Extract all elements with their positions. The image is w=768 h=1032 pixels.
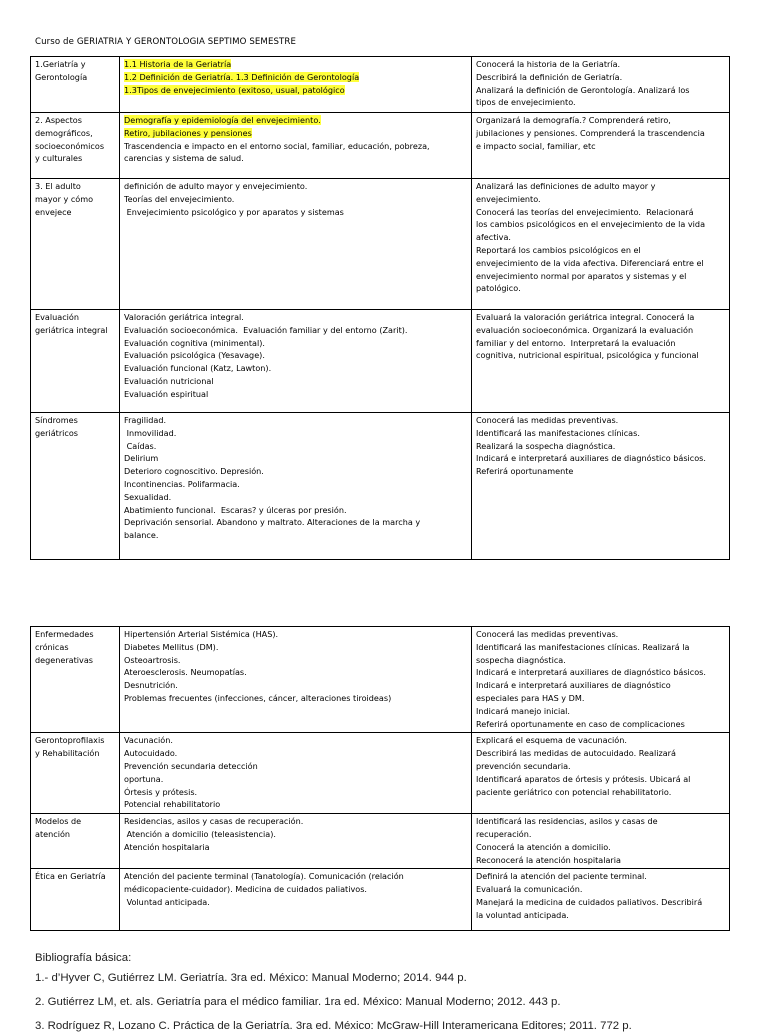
content-text: Desnutrición. [124, 680, 178, 691]
content-text: carencias y sistema de salud. [124, 153, 244, 164]
objective-line: cognitiva, nutricional espiritual, psicológica y funcional [476, 350, 699, 361]
objective-line: Indicará e interpretará auxiliares de diagnóstico básicos. [476, 453, 706, 464]
content-line [124, 311, 468, 324]
objective-line: evaluación socioeconómica. Organizará la evaluación [476, 324, 694, 335]
content-line [124, 84, 468, 97]
content-line [124, 440, 468, 453]
topic-line: Síndromes [35, 415, 78, 425]
syllabus-table-1 [30, 56, 730, 560]
content-cell [120, 310, 472, 413]
content-text: Autocuidado. [124, 748, 178, 759]
objective-line: Explicará el esquema de vacunación. [476, 735, 627, 746]
content-line [124, 58, 468, 71]
content-line [124, 114, 468, 127]
content-text: Residencias, asilos y casas de recuperación. [124, 816, 304, 827]
topic-line: envejece [35, 206, 72, 217]
content-line [124, 206, 468, 219]
content-line [124, 815, 468, 828]
bibliography-item: 3. Rodríguez R, Lozano C. Práctica de la Geriatría. 3ra ed. México: McGraw-Hill Interamericana Editores; 2011. 772 p. [35, 1020, 632, 1032]
content-line [124, 666, 468, 679]
objective-line: tipos de envejecimiento. [476, 97, 576, 108]
content-text: Deterioro cognoscitivo. Depresión. [124, 466, 264, 477]
objective-line: Identificará las manifestaciones clínicas. Realizará la [476, 641, 690, 652]
content-text: Abatimiento funcional. Escaras? y úlceras por presión. [124, 504, 347, 515]
table-row [31, 113, 730, 179]
content-line [124, 841, 468, 854]
highlighted-text: 1.2 Definición de Geriatría. 1.3 Definición de Gerontología [124, 71, 360, 82]
content-text: Evaluación socioeconómica. Evaluación familiar y del entorno (Zarit). [124, 324, 408, 335]
topic-line: y Rehabilitación [35, 748, 100, 759]
objective-line: Conocerá las medidas preventivas. [476, 629, 619, 639]
content-text: Hipertensión Arterial Sistémica (HAS). [124, 629, 279, 639]
content-line [124, 362, 468, 375]
topic-line: mayor y cómo [35, 193, 94, 204]
table-row [31, 179, 730, 310]
table-row [31, 814, 730, 869]
content-line [124, 388, 468, 401]
content-line [124, 324, 468, 337]
objective-line: patológico. [476, 283, 521, 294]
objectives-cell [472, 869, 730, 931]
objectives-cell [472, 57, 730, 113]
content-cell [120, 57, 472, 113]
highlighted-text: Retiro, jubilaciones y pensiones [124, 127, 252, 138]
content-text: Atención del paciente terminal (Tanatología). Comunicación (relación [124, 871, 404, 882]
content-line [124, 760, 468, 773]
topic-cell [31, 413, 120, 560]
table-row [31, 627, 730, 733]
content-line [124, 654, 468, 667]
objective-line: e impacto social, familiar, etc [476, 140, 596, 151]
topic-line: demográficos, [35, 127, 93, 138]
objective-line: Indicará manejo inicial. [476, 705, 571, 716]
topic-cell [31, 310, 120, 413]
objective-line: Describirá las medidas de autocuidado. Realizará [476, 748, 676, 759]
content-line [124, 349, 468, 362]
objective-line: Describirá la definición de Geriatría. [476, 71, 623, 82]
objectives-cell [472, 627, 730, 733]
content-line [124, 798, 468, 811]
topic-line: crónicas [35, 641, 69, 652]
content-text: oportuna. [124, 773, 164, 784]
content-line [124, 337, 468, 350]
objective-line: Identificará aparatos de órtesis y prótesis. Ubicará al [476, 773, 691, 784]
content-text: Incontinencias. Polifarmacia. [124, 478, 240, 489]
content-line [124, 180, 468, 193]
content-line [124, 127, 468, 140]
content-cell [120, 814, 472, 869]
content-line [124, 692, 468, 705]
content-text: Envejecimiento psicológico y por aparatos y sistemas [124, 206, 344, 217]
objective-line: Conocerá la atención a domicilio. [476, 841, 611, 852]
objective-line: Reconocerá la atención hospitalaria [476, 854, 621, 865]
topic-line: 2. Aspectos [35, 115, 82, 125]
topic-line: Evaluación [35, 312, 79, 322]
content-text: Teorías del envejecimiento. [124, 193, 235, 204]
objective-line: Indicará e interpretará auxiliares de diagnóstico básicos. [476, 667, 706, 678]
topic-line: geriátricos [35, 427, 79, 438]
objective-line: familiar y del entorno. Interpretará la evaluación [476, 337, 676, 348]
table-row [31, 733, 730, 814]
objective-line: Conocerá la historia de la Geriatría. [476, 59, 621, 69]
content-line [124, 71, 468, 84]
topic-line: Gerontoprofilaxis [35, 735, 105, 746]
topic-line: atención [35, 828, 71, 839]
objective-line: envejecimiento de la vida afectiva. Diferenciará entre el [476, 257, 704, 268]
topic-line: 1.Geriatría y [35, 59, 86, 69]
content-line [124, 679, 468, 692]
objectives-cell [472, 179, 730, 310]
content-line [124, 152, 468, 165]
objective-line: Identificará las manifestaciones clínicas. [476, 427, 640, 438]
objective-line: la voluntad anticipada. [476, 909, 569, 920]
content-line [124, 734, 468, 747]
content-line [124, 516, 468, 529]
objectives-cell [472, 310, 730, 413]
topic-cell [31, 179, 120, 310]
content-text: Trascendencia e impacto en el entorno social, familiar, educación, pobreza, [124, 140, 430, 151]
content-line [124, 375, 468, 388]
content-text: Prevención secundaria detección [124, 760, 258, 771]
topic-cell [31, 733, 120, 814]
objective-line: Evaluará la valoración geriátrica integral. Conocerá la [476, 312, 695, 322]
content-text: Inmovilidad. [124, 427, 177, 438]
table-row [31, 413, 730, 560]
topic-cell [31, 57, 120, 113]
course-title: Curso de GERIATRIA Y GERONTOLOGIA SEPTIMO SEMESTRE [35, 37, 296, 47]
content-cell [120, 627, 472, 733]
highlighted-text: Demografía y epidemiología del envejecimiento. [124, 115, 321, 125]
topic-line: Gerontología [35, 71, 88, 82]
content-text: Evaluación psicológica (Yesavage). [124, 350, 265, 361]
content-text: Órtesis y prótesis. [124, 786, 198, 797]
topic-line: Ética en Geriatría [35, 871, 106, 882]
objective-line: Definirá la atención del paciente terminal. [476, 871, 647, 882]
content-text: Diabetes Mellitus (DM). [124, 641, 219, 652]
content-text: médicopaciente-cuidador). Medicina de cuidados paliativos. [124, 884, 367, 895]
content-text: Vacunación. [124, 735, 173, 746]
objective-line: Organizará la demografía.? Comprenderá retiro, [476, 115, 671, 125]
content-line [124, 427, 468, 440]
content-line [124, 786, 468, 799]
content-text: Evaluación cognitiva (minimental). [124, 337, 265, 348]
content-line [124, 870, 468, 883]
content-text: definición de adulto mayor y envejecimiento. [124, 181, 308, 191]
syllabus-table-2 [30, 626, 730, 931]
objective-line: Evaluará la comunicación. [476, 884, 583, 895]
table-row [31, 869, 730, 931]
topic-cell [31, 869, 120, 931]
objective-line: sospecha diagnóstica. [476, 654, 566, 665]
content-text: Evaluación espiritual [124, 388, 209, 399]
content-text: Atención hospitalaria [124, 841, 210, 852]
content-text: Caídas. [124, 440, 157, 451]
objective-line: paciente geriátrico con potencial rehabilitatorio. [476, 786, 672, 797]
content-line [124, 414, 468, 427]
objective-line: recuperación. [476, 828, 532, 839]
content-text: Osteoartrosis. [124, 654, 181, 665]
objective-line: Manejará la medicina de cuidados paliativos. Describirá [476, 896, 703, 907]
objective-line: Reportará los cambios psicológicos en el [476, 244, 641, 255]
content-text: Evaluación funcional (Katz, Lawton). [124, 363, 272, 374]
highlighted-text: 1.1 Historia de la Geriatría [124, 59, 232, 69]
topic-cell [31, 113, 120, 179]
content-text: Potencial rehabilitatorio [124, 799, 221, 810]
objective-line: Referirá oportunamente [476, 466, 574, 477]
content-cell [120, 733, 472, 814]
content-line [124, 491, 468, 504]
objective-line: afectiva. [476, 232, 511, 243]
objective-line: Analizará la definición de Gerontología. Analizará los [476, 84, 690, 95]
content-text: Valoración geriátrica integral. [124, 312, 244, 322]
objective-line: Realizará la sospecha diagnóstica. [476, 440, 616, 451]
objective-line: Referirá oportunamente en caso de complicaciones [476, 718, 685, 729]
content-line [124, 193, 468, 206]
objective-line: Indicará e interpretará auxiliares de diagnóstico [476, 680, 671, 691]
content-line [124, 883, 468, 896]
objective-line: Analizará las definiciones de adulto mayor y [476, 181, 656, 191]
topic-line: degenerativas [35, 654, 94, 665]
objective-line: Conocerá las medidas preventivas. [476, 415, 619, 425]
content-cell [120, 179, 472, 310]
table-row [31, 310, 730, 413]
content-text: Atención a domicilio (teleasistencia). [124, 828, 276, 839]
highlighted-text: 1.3Tipos de envejecimiento (exitoso, usual, patológico [124, 84, 345, 95]
content-text: Problemas frecuentes (infecciones, cáncer, alteraciones tiroideas) [124, 692, 392, 703]
content-text: Evaluación nutricional [124, 375, 214, 386]
objectives-cell [472, 733, 730, 814]
topic-line: Enfermedades [35, 629, 94, 639]
bibliography-heading: Bibliografía básica: [35, 952, 132, 964]
content-line [124, 773, 468, 786]
objectives-cell [472, 413, 730, 560]
content-text: balance. [124, 530, 159, 541]
objective-line: los cambios psicológicos en el envejecimiento de la vida [476, 219, 706, 230]
objective-line: Conocerá las teorías del envejecimiento. Relacionará [476, 206, 694, 217]
content-line [124, 529, 468, 542]
content-cell [120, 113, 472, 179]
content-text: Fragilidad. [124, 415, 167, 425]
table-row [31, 57, 730, 113]
content-text: Voluntad anticipada. [124, 896, 210, 907]
content-text: Delirium [124, 453, 159, 464]
objective-line: envejecimiento. [476, 193, 541, 204]
topic-line: geriátrica integral [35, 324, 108, 335]
content-line [124, 641, 468, 654]
content-text: Deprivación sensorial. Abandono y maltrato. Alteraciones de la marcha y [124, 517, 421, 528]
objectives-cell [472, 113, 730, 179]
content-text: Ateroesclerosis. Neumopatías. [124, 667, 247, 678]
content-line [124, 504, 468, 517]
topic-cell [31, 814, 120, 869]
objective-line: prevención secundaria. [476, 760, 571, 771]
content-line [124, 747, 468, 760]
objectives-cell [472, 814, 730, 869]
bibliography-item: 1.- d’Hyver C, Gutiérrez LM. Geriatría. 3ra ed. México: Manual Moderno; 2014. 944 p. [35, 972, 467, 984]
topic-line: Modelos de [35, 816, 82, 827]
topic-cell [31, 627, 120, 733]
topic-line: 3. El adulto [35, 181, 81, 191]
objective-line: especiales para HAS y DM. [476, 692, 585, 703]
objective-line: envejecimiento normal por aparatos y sistemas y el [476, 270, 687, 281]
topic-line: socioeconómicos [35, 140, 105, 151]
content-line [124, 140, 468, 153]
objective-line: Identificará las residencias, asilos y casas de [476, 816, 658, 827]
content-line [124, 465, 468, 478]
content-line [124, 628, 468, 641]
content-line [124, 452, 468, 465]
objective-line: jubilaciones y pensiones. Comprenderá la trascendencia [476, 127, 705, 138]
topic-line: y culturales [35, 153, 83, 164]
content-text: Sexualidad. [124, 491, 172, 502]
content-cell [120, 869, 472, 931]
bibliography-item: 2. Gutiérrez LM, et. als. Geriatría para el médico familiar. 1ra ed. México: Manual Moderno; 2012. 443 p. [35, 996, 561, 1008]
content-line [124, 478, 468, 491]
content-cell [120, 413, 472, 560]
content-line [124, 828, 468, 841]
content-line [124, 896, 468, 909]
